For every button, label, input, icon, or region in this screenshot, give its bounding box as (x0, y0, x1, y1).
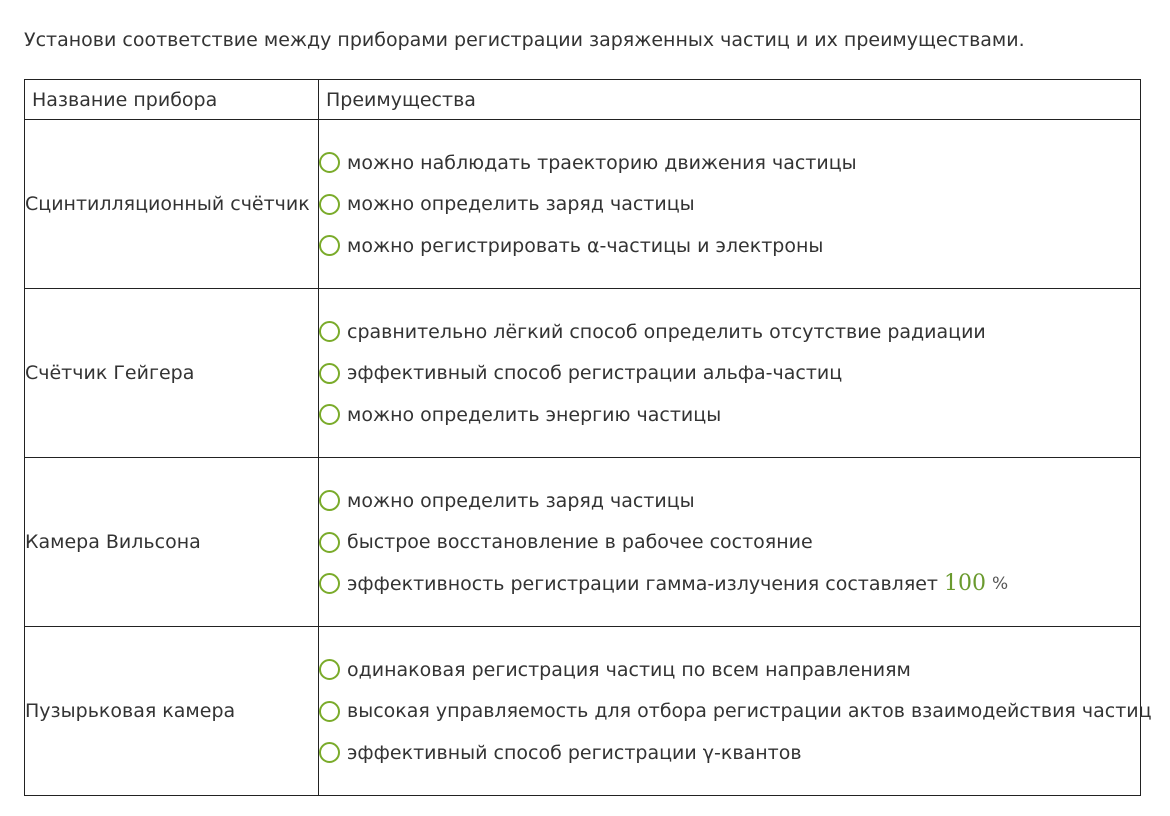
efficiency-unit: % (992, 573, 1009, 594)
matching-table (24, 79, 1152, 796)
question-text: Установи соответствие между приборами регистрации заряженных частиц и их преимуществами. (24, 29, 1025, 51)
option-label: можно регистрировать α-частицы и электроны (347, 234, 824, 257)
option-item[interactable] (319, 183, 1140, 225)
radio-button-icon[interactable] (319, 152, 340, 173)
table-row (25, 458, 1141, 627)
option-label: быстрое восстановление в рабочее состояние (347, 531, 813, 553)
option-item[interactable] (319, 690, 1152, 732)
options-cell (319, 120, 1141, 289)
options-cell (319, 289, 1141, 458)
option-item[interactable] (319, 142, 1140, 184)
option-label: можно определить энергию частицы (347, 403, 722, 426)
radio-button-icon[interactable] (319, 363, 340, 384)
option-item[interactable] (319, 352, 1140, 394)
option-item[interactable] (319, 225, 1140, 267)
option-item[interactable] (319, 311, 1140, 353)
radio-button-icon[interactable] (319, 573, 340, 594)
radio-button-icon[interactable] (319, 321, 340, 342)
option-item[interactable] (319, 563, 1140, 605)
option-item[interactable] (319, 521, 1140, 563)
table-row (25, 289, 1141, 458)
option-item[interactable] (319, 394, 1140, 436)
table-row (25, 120, 1141, 289)
option-label: сравнительно лёгкий способ определить отсутствие радиации (347, 320, 986, 343)
options-cell (319, 458, 1141, 627)
efficiency-value: 100 (944, 571, 987, 596)
option-label: можно определить заряд частицы (347, 193, 695, 215)
option-label: эффективный способ регистрации γ-квантов (347, 741, 802, 764)
option-item[interactable] (319, 649, 1140, 691)
radio-button-icon[interactable] (319, 194, 340, 215)
options-cell (319, 627, 1152, 796)
option-label: можно определить заряд частицы (347, 489, 695, 512)
device-name: Счётчик Гейгера (25, 289, 319, 458)
device-name: Сцинтилляционный счётчик (25, 120, 319, 289)
option-label: можно наблюдать траекторию движения частицы (347, 151, 857, 174)
table-row (25, 627, 1141, 796)
option-label: одинаковая регистрация частиц по всем направлениям (347, 658, 911, 681)
table-header-row (25, 80, 1141, 120)
radio-button-icon[interactable] (319, 490, 340, 511)
radio-button-icon[interactable] (319, 659, 340, 680)
option-label: высокая управляемость для отбора регистрации актов взаимодействия частиц (347, 700, 1152, 722)
option-item[interactable] (319, 480, 1140, 522)
header-device-name: Название прибора (25, 80, 319, 120)
header-advantages: Преимущества (319, 80, 1141, 120)
radio-button-icon[interactable] (319, 742, 340, 763)
device-name: Пузырьковая камера (25, 627, 319, 796)
option-label: эффективность регистрации гамма-излучения составляет (347, 572, 939, 595)
device-name: Камера Вильсона (25, 458, 319, 627)
option-item[interactable] (319, 732, 1140, 774)
radio-button-icon[interactable] (319, 404, 340, 425)
radio-button-icon[interactable] (319, 235, 340, 256)
radio-button-icon[interactable] (319, 701, 340, 722)
option-label: эффективный способ регистрации альфа-частиц (347, 362, 843, 384)
radio-button-icon[interactable] (319, 532, 340, 553)
